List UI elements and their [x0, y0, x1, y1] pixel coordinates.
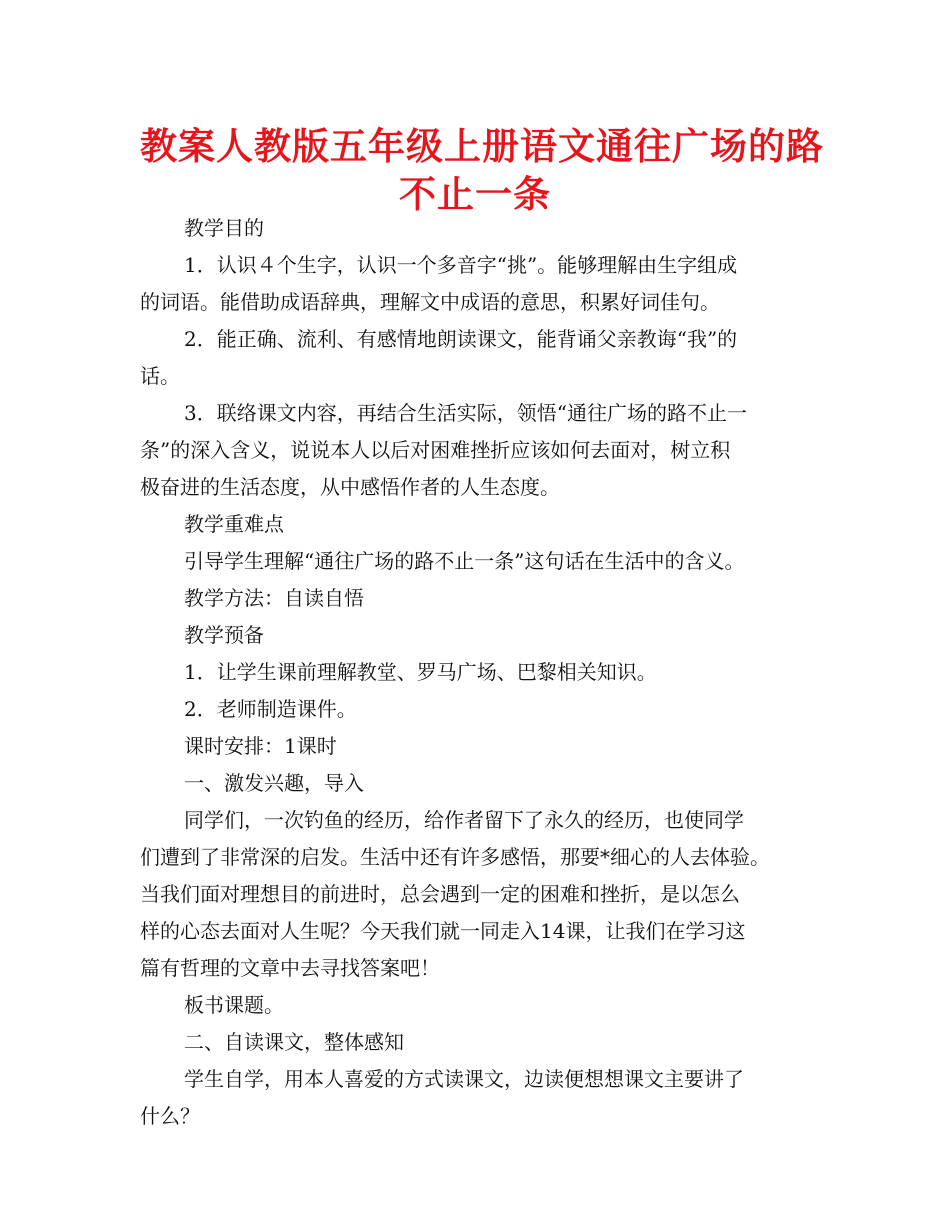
- paragraph-line: 极奋进的生活态度，从中感悟作者的人生态度。: [140, 475, 560, 499]
- paragraph-line: 当我们面对理想目的前进时，总会遇到一定的困难和挫折，是以怎么: [140, 882, 740, 906]
- heading-key-difficulties: 教学重难点: [184, 512, 284, 536]
- paragraph-line: 1．认识４个生字，认识一个多音字“挑”。能够理解由生字组成: [184, 253, 738, 277]
- paragraph-line: 们遭到了非常深的启发。生活中还有许多感悟，那要*细心的人去体验。: [140, 845, 770, 869]
- paragraph-line: 同学们，一次钓鱼的经历，给作者留下了永久的经历，也使同学: [184, 808, 744, 832]
- paragraph-line: 学生自学，用本人喜爱的方式读课文，边读便想想课文主要讲了: [184, 1067, 744, 1091]
- paragraph-line: 板书课题。: [184, 993, 284, 1017]
- paragraph-line: 篇有哲理的文章中去寻找答案吧！: [140, 956, 440, 980]
- document-title-line-1: 教案人教版五年级上册语文通往广场的路: [140, 125, 824, 168]
- paragraph-line: 样的心态去面对人生呢？今天我们就一同走入14课，让我们在学习这: [140, 919, 746, 943]
- paragraph-line: 引导学生理解“通往广场的路不止一条”这句话在生活中的含义。: [184, 549, 745, 573]
- heading-teaching-preparation: 教学预备: [184, 623, 264, 647]
- section-heading-1: 一、激发兴趣，导入: [184, 771, 364, 795]
- paragraph-line: 2．能正确、流利、有感情地朗读课文，能背诵父亲教诲“我”的: [184, 327, 738, 351]
- heading-teaching-method: 教学方法：自读自悟: [184, 586, 364, 610]
- document-body: [140, 210, 820, 1135]
- paragraph-line: 条”的深入含义，说说本人以后对困难挫折应该如何去面对，树立积: [140, 438, 731, 462]
- document-title-line-2: 不止一条: [399, 173, 551, 216]
- heading-class-schedule: 课时安排：1课时: [184, 734, 337, 758]
- section-heading-2: 二、自读课文，整体感知: [184, 1030, 404, 1054]
- paragraph-line: 2．老师制造课件。: [184, 697, 357, 721]
- heading-teaching-goals: 教学目的: [184, 216, 264, 240]
- paragraph-line: 3．联络课文内容，再结合生活实际，领悟“通往广场的路不止一: [184, 401, 747, 425]
- paragraph-line: 的词语。能借助成语辞典，理解文中成语的意思，积累好词佳句。: [140, 290, 720, 314]
- paragraph-line: 什么？: [140, 1104, 200, 1128]
- paragraph-line: 话。: [140, 364, 180, 388]
- paragraph-line: 1．让学生课前理解教堂、罗马广场、巴黎相关知识。: [184, 660, 657, 684]
